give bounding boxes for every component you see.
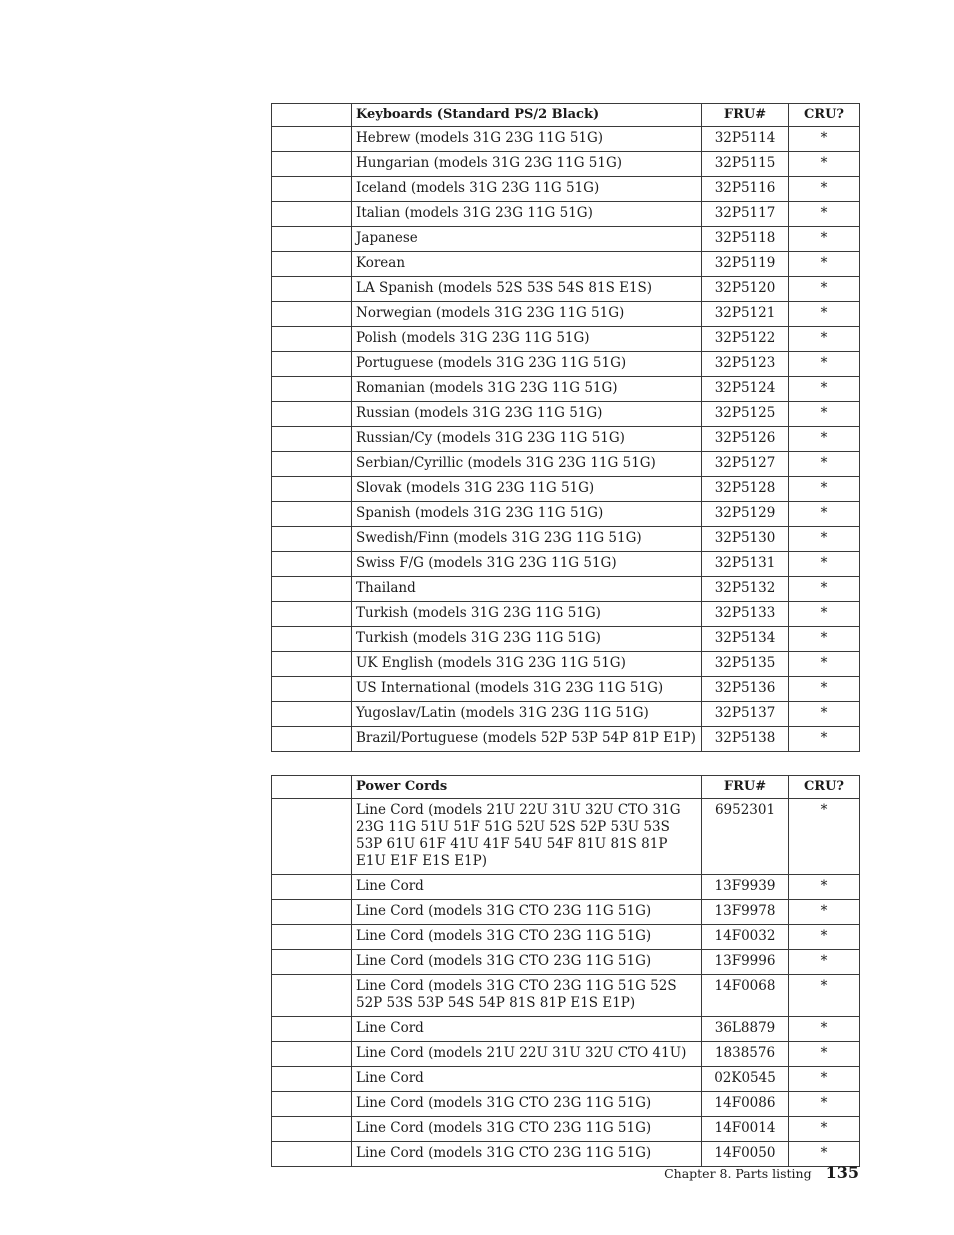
row-blank-cell [272,377,352,402]
part-description: Russian (models 31G 23G 11G 51G) [352,402,702,427]
part-description: Line Cord (models 21U 22U 31U 32U CTO 31G 23G 11G 51U 51F 51G 52U 52S 52P 53U 53S 53P 61U 61F 41U 41F 54U 54F 81U 81S 81P E1U E1F E1S E1P) [352,799,702,875]
keyboard-row [272,702,860,727]
part-description: Romanian (models 31G 23G 11G 51G) [352,377,702,402]
part-description: Line Cord (models 31G CTO 23G 11G 51G 52S 52P 53S 53P 54S 54P 81S 81P E1S E1P) [352,975,702,1017]
part-description: Hungarian (models 31G 23G 11G 51G) [352,152,702,177]
part-description: Iceland (models 31G 23G 11G 51G) [352,177,702,202]
fru-number: 36L8879 [702,1017,789,1042]
cru-marker: * [789,1142,860,1167]
part-description: Spanish (models 31G 23G 11G 51G) [352,502,702,527]
cru-marker: * [789,1042,860,1067]
part-description: Line Cord (models 31G CTO 23G 11G 51G) [352,1142,702,1167]
cru-marker: * [789,652,860,677]
keyboard-row [272,677,860,702]
cru-marker: * [789,502,860,527]
part-description: Polish (models 31G 23G 11G 51G) [352,327,702,352]
cru-marker: * [789,602,860,627]
row-blank-cell [272,252,352,277]
power-cord-row [272,925,860,950]
fru-number: 14F0050 [702,1142,789,1167]
keyboard-row [272,277,860,302]
keyboard-row [272,627,860,652]
power-cords-header-row [272,776,860,799]
fru-number: 32P5116 [702,177,789,202]
part-description: Japanese [352,227,702,252]
row-blank-cell [272,152,352,177]
power-cords-header-cru: CRU? [789,776,860,799]
row-blank-cell [272,577,352,602]
cru-marker: * [789,377,860,402]
keyboard-row [272,402,860,427]
part-description: Line Cord (models 31G CTO 23G 11G 51G) [352,900,702,925]
part-description: Russian/Cy (models 31G 23G 11G 51G) [352,427,702,452]
power-cord-row [272,950,860,975]
fru-number: 14F0068 [702,975,789,1017]
cru-marker: * [789,552,860,577]
part-description: Thailand [352,577,702,602]
fru-number: 14F0086 [702,1092,789,1117]
part-description: UK English (models 31G 23G 11G 51G) [352,652,702,677]
header-blank-cell [272,776,352,799]
row-blank-cell [272,527,352,552]
keyboard-row [272,352,860,377]
part-description: Norwegian (models 31G 23G 11G 51G) [352,302,702,327]
part-description: Line Cord [352,1067,702,1092]
part-description: Line Cord [352,1017,702,1042]
power-cord-row [272,799,860,875]
keyboards-table-body [272,104,860,752]
row-blank-cell [272,452,352,477]
fru-number: 32P5120 [702,277,789,302]
part-description: Serbian/Cyrillic (models 31G 23G 11G 51G) [352,452,702,477]
keyboards-header-cru: CRU? [789,104,860,127]
fru-number: 32P5118 [702,227,789,252]
cru-marker: * [789,799,860,875]
power-cord-row [272,975,860,1017]
footer-chapter: Chapter 8. Parts listing [664,1166,812,1181]
row-blank-cell [272,1017,352,1042]
power-cords-header-fru: FRU# [702,776,789,799]
power-cord-row [272,875,860,900]
fru-number: 13F9978 [702,900,789,925]
row-blank-cell [272,727,352,752]
keyboard-row [272,602,860,627]
keyboards-header-fru: FRU# [702,104,789,127]
row-blank-cell [272,652,352,677]
part-description: Hebrew (models 31G 23G 11G 51G) [352,127,702,152]
row-blank-cell [272,975,352,1017]
cru-marker: * [789,1017,860,1042]
keyboard-row [272,427,860,452]
cru-marker: * [789,227,860,252]
part-description: US International (models 31G 23G 11G 51G) [352,677,702,702]
keyboard-row [272,127,860,152]
keyboard-row [272,327,860,352]
part-description: Line Cord (models 31G CTO 23G 11G 51G) [352,950,702,975]
keyboard-row [272,177,860,202]
keyboards-header-row [272,104,860,127]
fru-number: 14F0032 [702,925,789,950]
fru-number: 32P5133 [702,602,789,627]
cru-marker: * [789,277,860,302]
cru-marker: * [789,627,860,652]
fru-number: 13F9996 [702,950,789,975]
cru-marker: * [789,577,860,602]
power-cord-row [272,1067,860,1092]
cru-marker: * [789,177,860,202]
power-cord-row [272,900,860,925]
keyboard-row [272,227,860,252]
keyboard-row [272,527,860,552]
part-description: Swiss F/G (models 31G 23G 11G 51G) [352,552,702,577]
cru-marker: * [789,252,860,277]
cru-marker: * [789,527,860,552]
part-description: Line Cord [352,875,702,900]
page-footer [664,1163,859,1182]
row-blank-cell [272,352,352,377]
row-blank-cell [272,427,352,452]
fru-number: 32P5115 [702,152,789,177]
fru-number: 32P5123 [702,352,789,377]
fru-number: 32P5137 [702,702,789,727]
header-blank-cell [272,104,352,127]
row-blank-cell [272,799,352,875]
row-blank-cell [272,202,352,227]
keyboard-row [272,377,860,402]
power-cords-table-body [272,776,860,1167]
fru-number: 6952301 [702,799,789,875]
keyboard-row [272,652,860,677]
power-cords-header-title: Power Cords [352,776,702,799]
keyboard-row [272,152,860,177]
fru-number: 32P5128 [702,477,789,502]
fru-number: 32P5125 [702,402,789,427]
power-cord-row [272,1042,860,1067]
cru-marker: * [789,925,860,950]
cru-marker: * [789,427,860,452]
cru-marker: * [789,950,860,975]
fru-number: 32P5119 [702,252,789,277]
row-blank-cell [272,1117,352,1142]
keyboard-row [272,452,860,477]
row-blank-cell [272,227,352,252]
fru-number: 32P5126 [702,427,789,452]
fru-number: 32P5127 [702,452,789,477]
fru-number: 32P5114 [702,127,789,152]
row-blank-cell [272,127,352,152]
cru-marker: * [789,727,860,752]
part-description: Line Cord (models 21U 22U 31U 32U CTO 41U) [352,1042,702,1067]
cru-marker: * [789,452,860,477]
row-blank-cell [272,1042,352,1067]
cru-marker: * [789,152,860,177]
row-blank-cell [272,277,352,302]
row-blank-cell [272,602,352,627]
part-description: Line Cord (models 31G CTO 23G 11G 51G) [352,1117,702,1142]
fru-number: 1838576 [702,1042,789,1067]
part-description: Italian (models 31G 23G 11G 51G) [352,202,702,227]
fru-number: 32P5130 [702,527,789,552]
part-description: LA Spanish (models 52S 53S 54S 81S E1S) [352,277,702,302]
cru-marker: * [789,1117,860,1142]
cru-marker: * [789,900,860,925]
page-number: 135 [825,1163,859,1182]
cru-marker: * [789,352,860,377]
row-blank-cell [272,177,352,202]
cru-marker: * [789,975,860,1017]
part-description: Line Cord (models 31G CTO 23G 11G 51G) [352,1092,702,1117]
cru-marker: * [789,875,860,900]
cru-marker: * [789,327,860,352]
fru-number: 32P5136 [702,677,789,702]
keyboards-table [271,103,860,752]
fru-number: 32P5121 [702,302,789,327]
part-description: Line Cord (models 31G CTO 23G 11G 51G) [352,925,702,950]
row-blank-cell [272,1067,352,1092]
part-description: Slovak (models 31G 23G 11G 51G) [352,477,702,502]
cru-marker: * [789,1092,860,1117]
fru-number: 02K0545 [702,1067,789,1092]
cru-marker: * [789,1067,860,1092]
fru-number: 32P5131 [702,552,789,577]
part-description: Swedish/Finn (models 31G 23G 11G 51G) [352,527,702,552]
fru-number: 32P5122 [702,327,789,352]
cru-marker: * [789,677,860,702]
cru-marker: * [789,477,860,502]
keyboard-row [272,477,860,502]
cru-marker: * [789,402,860,427]
fru-number: 32P5124 [702,377,789,402]
power-cord-row [272,1017,860,1042]
power-cord-row [272,1117,860,1142]
keyboard-row [272,302,860,327]
part-description: Turkish (models 31G 23G 11G 51G) [352,602,702,627]
row-blank-cell [272,702,352,727]
cru-marker: * [789,127,860,152]
keyboard-row [272,552,860,577]
part-description: Brazil/Portuguese (models 52P 53P 54P 81P E1P) [352,727,702,752]
cru-marker: * [789,202,860,227]
fru-number: 32P5117 [702,202,789,227]
cru-marker: * [789,702,860,727]
keyboard-row [272,727,860,752]
row-blank-cell [272,875,352,900]
row-blank-cell [272,1142,352,1167]
part-description: Korean [352,252,702,277]
row-blank-cell [272,477,352,502]
fru-number: 32P5134 [702,627,789,652]
cru-marker: * [789,302,860,327]
power-cord-row [272,1092,860,1117]
part-description: Yugoslav/Latin (models 31G 23G 11G 51G) [352,702,702,727]
fru-number: 32P5138 [702,727,789,752]
fru-number: 14F0014 [702,1117,789,1142]
fru-number: 32P5129 [702,502,789,527]
keyboard-row [272,502,860,527]
row-blank-cell [272,925,352,950]
fru-number: 32P5135 [702,652,789,677]
part-description: Turkish (models 31G 23G 11G 51G) [352,627,702,652]
row-blank-cell [272,950,352,975]
row-blank-cell [272,627,352,652]
row-blank-cell [272,1092,352,1117]
row-blank-cell [272,677,352,702]
keyboards-header-title: Keyboards (Standard PS/2 Black) [352,104,702,127]
keyboard-row [272,577,860,602]
fru-number: 32P5132 [702,577,789,602]
row-blank-cell [272,502,352,527]
row-blank-cell [272,327,352,352]
keyboard-row [272,202,860,227]
part-description: Portuguese (models 31G 23G 11G 51G) [352,352,702,377]
fru-number: 13F9939 [702,875,789,900]
power-cords-table [271,775,860,1167]
row-blank-cell [272,402,352,427]
row-blank-cell [272,552,352,577]
keyboard-row [272,252,860,277]
row-blank-cell [272,900,352,925]
row-blank-cell [272,302,352,327]
